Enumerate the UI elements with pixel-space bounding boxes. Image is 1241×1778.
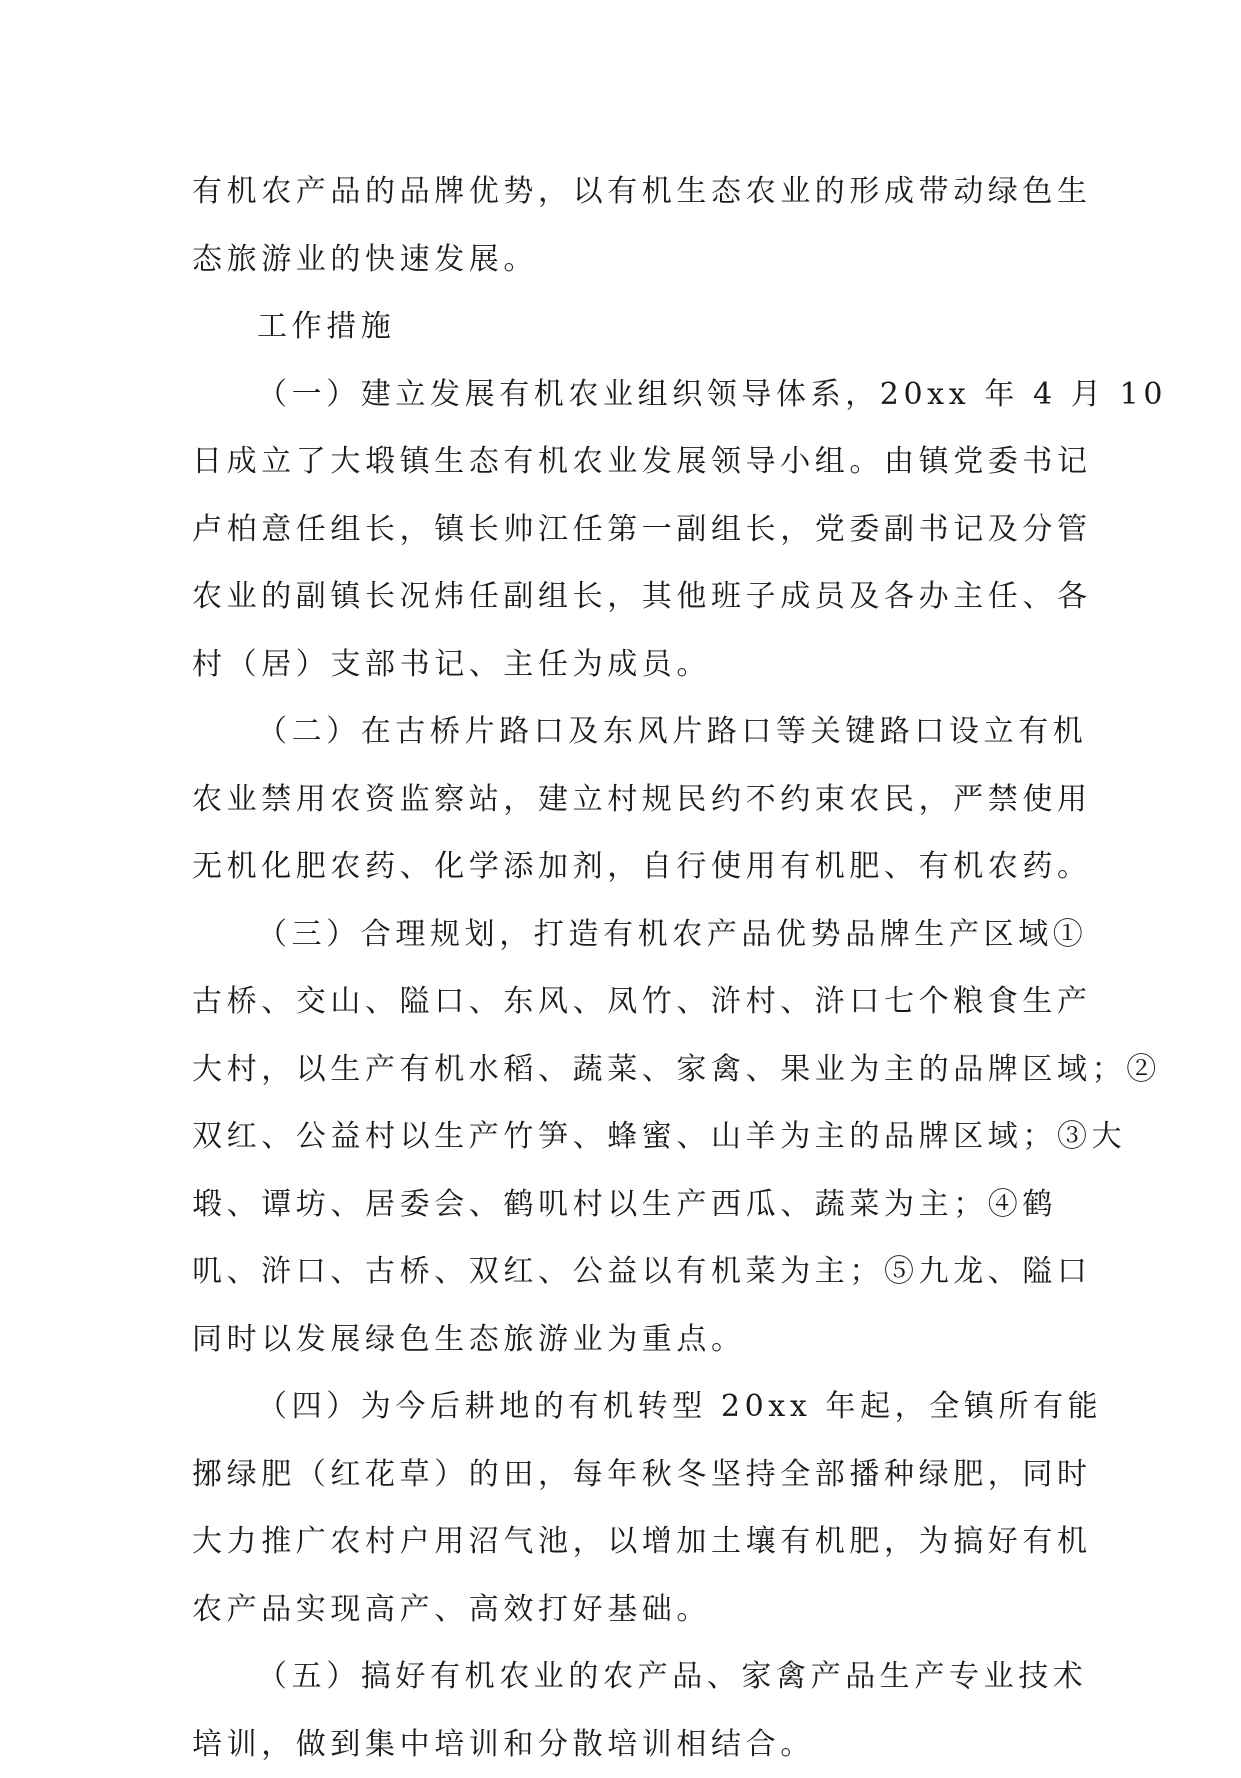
text-line: 大力推广农村户用沼气池，以增加土壤有机肥，为搞好有机 bbox=[192, 1508, 1052, 1576]
text-line: 态旅游业的快速发展。 bbox=[192, 226, 1052, 294]
text-line: 捓绿肥（红花草）的田，每年秋冬坚持全部播种绿肥，同时 bbox=[192, 1441, 1052, 1509]
text-line: 村（居）支部书记、主任为成员。 bbox=[192, 631, 1052, 699]
text-line: （一）建立发展有机农业组织领导体系，20xx 年 4 月 10 bbox=[192, 361, 1052, 429]
text-line: 大村，以生产有机水稻、蔬菜、家禽、果业为主的品牌区域；② bbox=[192, 1036, 1052, 1104]
text-line: 卢柏意任组长，镇长帅江任第一副组长，党委副书记及分管 bbox=[192, 496, 1052, 564]
text-line: （二）在古桥片路口及东风片路口等关键路口设立有机 bbox=[192, 698, 1052, 766]
text-line: （四）为今后耕地的有机转型 20xx 年起，全镇所有能 bbox=[192, 1373, 1052, 1441]
text-line: （三）合理规划，打造有机农产品优势品牌生产区域① bbox=[192, 901, 1052, 969]
text-line: （五）搞好有机农业的农产品、家禽产品生产专业技术 bbox=[192, 1643, 1052, 1711]
text-line: 无机化肥农药、化学添加剂，自行使用有机肥、有机农药。 bbox=[192, 833, 1052, 901]
text-line: 双红、公益村以生产竹笋、蜂蜜、山羊为主的品牌区域；③大 bbox=[192, 1103, 1052, 1171]
text-line: 古桥、交山、隘口、东风、凤竹、浒村、浒口七个粮食生产 bbox=[192, 968, 1052, 1036]
text-line: 塅、谭坊、居委会、鹤叽村以生产西瓜、蔬菜为主；④鹤 bbox=[192, 1171, 1052, 1239]
text-line: 有机农产品的品牌优势，以有机生态农业的形成带动绿色生 bbox=[192, 158, 1052, 226]
section-heading: 工作措施 bbox=[192, 293, 1052, 361]
document-body bbox=[192, 158, 1052, 1778]
text-line: 农业的副镇长况炜任副组长，其他班子成员及各办主任、各 bbox=[192, 563, 1052, 631]
text-line: 培训，做到集中培训和分散培训相结合。 bbox=[192, 1711, 1052, 1778]
text-line: 同时以发展绿色生态旅游业为重点。 bbox=[192, 1306, 1052, 1374]
text-line: 农业禁用农资监察站，建立村规民约不约束农民，严禁使用 bbox=[192, 766, 1052, 834]
text-line: 农产品实现高产、高效打好基础。 bbox=[192, 1576, 1052, 1644]
text-line: 叽、浒口、古桥、双红、公益以有机菜为主；⑤九龙、隘口 bbox=[192, 1238, 1052, 1306]
text-line: 日成立了大塅镇生态有机农业发展领导小组。由镇党委书记 bbox=[192, 428, 1052, 496]
